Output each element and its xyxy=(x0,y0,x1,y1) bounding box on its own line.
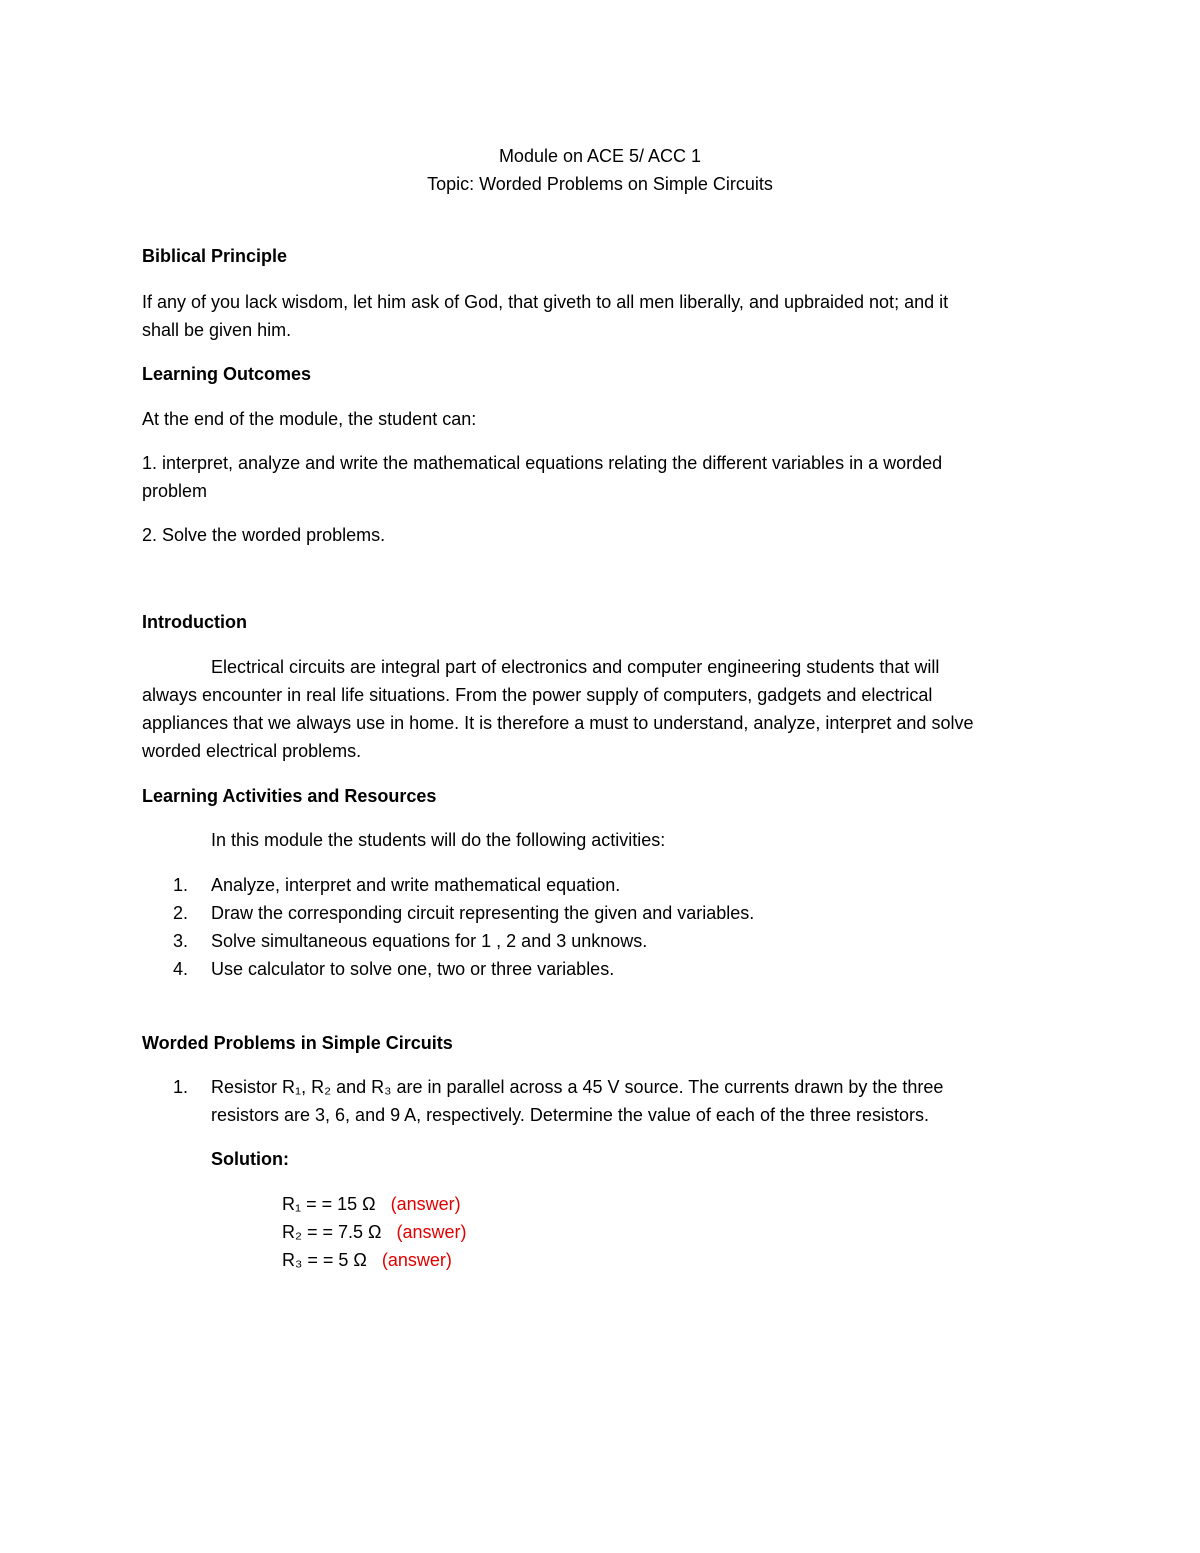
introduction-line-3: appliances that we always use in home. It is therefore a must to understand, analyze, interpret and solve xyxy=(142,713,974,733)
biblical-text-line-2: shall be given him. xyxy=(142,320,292,340)
introduction-line-2: always encounter in real life situations. From the power supply of computers, gadgets and electrical xyxy=(142,685,933,705)
introduction-line-1: Electrical circuits are integral part of electronics and computer engineering students that will xyxy=(211,657,940,677)
biblical-text-line-1: If any of you lack wisdom, let him ask of God, that giveth to all men liberally, and upbraided not; and it xyxy=(142,292,949,312)
answer-tag: (answer) xyxy=(381,1250,452,1270)
activities-heading: Learning Activities and Resources xyxy=(142,786,437,806)
answer-expression: R₂ = = 7.5 Ω xyxy=(282,1222,382,1242)
topic-title: Topic: Worded Problems on Simple Circuits xyxy=(427,174,773,194)
solution-label: Solution: xyxy=(211,1149,289,1169)
problems-heading: Worded Problems in Simple Circuits xyxy=(142,1033,453,1053)
answer-line xyxy=(282,1190,461,1218)
activity-text: Analyze, interpret and write mathematical equation. xyxy=(211,875,621,895)
outcome-item-1-line-1: 1. interpret, analyze and write the mathematical equations relating the different variables in a worded xyxy=(142,453,943,473)
activity-text: Solve simultaneous equations for 1 , 2 and 3 unknows. xyxy=(211,931,648,951)
answer-tag: (answer) xyxy=(390,1194,461,1214)
answer-line xyxy=(282,1246,452,1274)
activity-number: 2. xyxy=(173,903,189,923)
introduction-heading: Introduction xyxy=(142,612,247,632)
outcomes-intro: At the end of the module, the student can: xyxy=(142,409,477,429)
activity-text: Draw the corresponding circuit representing the given and variables. xyxy=(211,903,755,923)
activities-intro: In this module the students will do the following activities: xyxy=(211,830,666,850)
problem-1-line-2: resistors are 3, 6, and 9 A, respectively. Determine the value of each of the three resistors. xyxy=(211,1105,930,1125)
outcomes-heading: Learning Outcomes xyxy=(142,364,312,384)
answer-expression: R₃ = = 5 Ω xyxy=(282,1250,367,1270)
answer-line xyxy=(282,1218,467,1246)
answer-expression: R₁ = = 15 Ω xyxy=(282,1194,376,1214)
problem-number: 1. xyxy=(173,1077,189,1097)
outcome-item-1-line-2: problem xyxy=(142,481,208,501)
introduction-line-4: worded electrical problems. xyxy=(142,741,362,761)
activity-number: 3. xyxy=(173,931,189,951)
activity-text: Use calculator to solve one, two or three variables. xyxy=(211,959,615,979)
answer-tag: (answer) xyxy=(396,1222,467,1242)
activity-number: 1. xyxy=(173,875,189,895)
activity-number: 4. xyxy=(173,959,189,979)
module-title: Module on ACE 5/ ACC 1 xyxy=(498,146,702,166)
problem-1-line-1: Resistor R₁, R₂ and R₃ are in parallel across a 45 V source. The currents drawn by the three xyxy=(211,1077,944,1097)
biblical-heading: Biblical Principle xyxy=(142,246,288,266)
outcome-item-2: 2. Solve the worded problems. xyxy=(142,525,386,545)
